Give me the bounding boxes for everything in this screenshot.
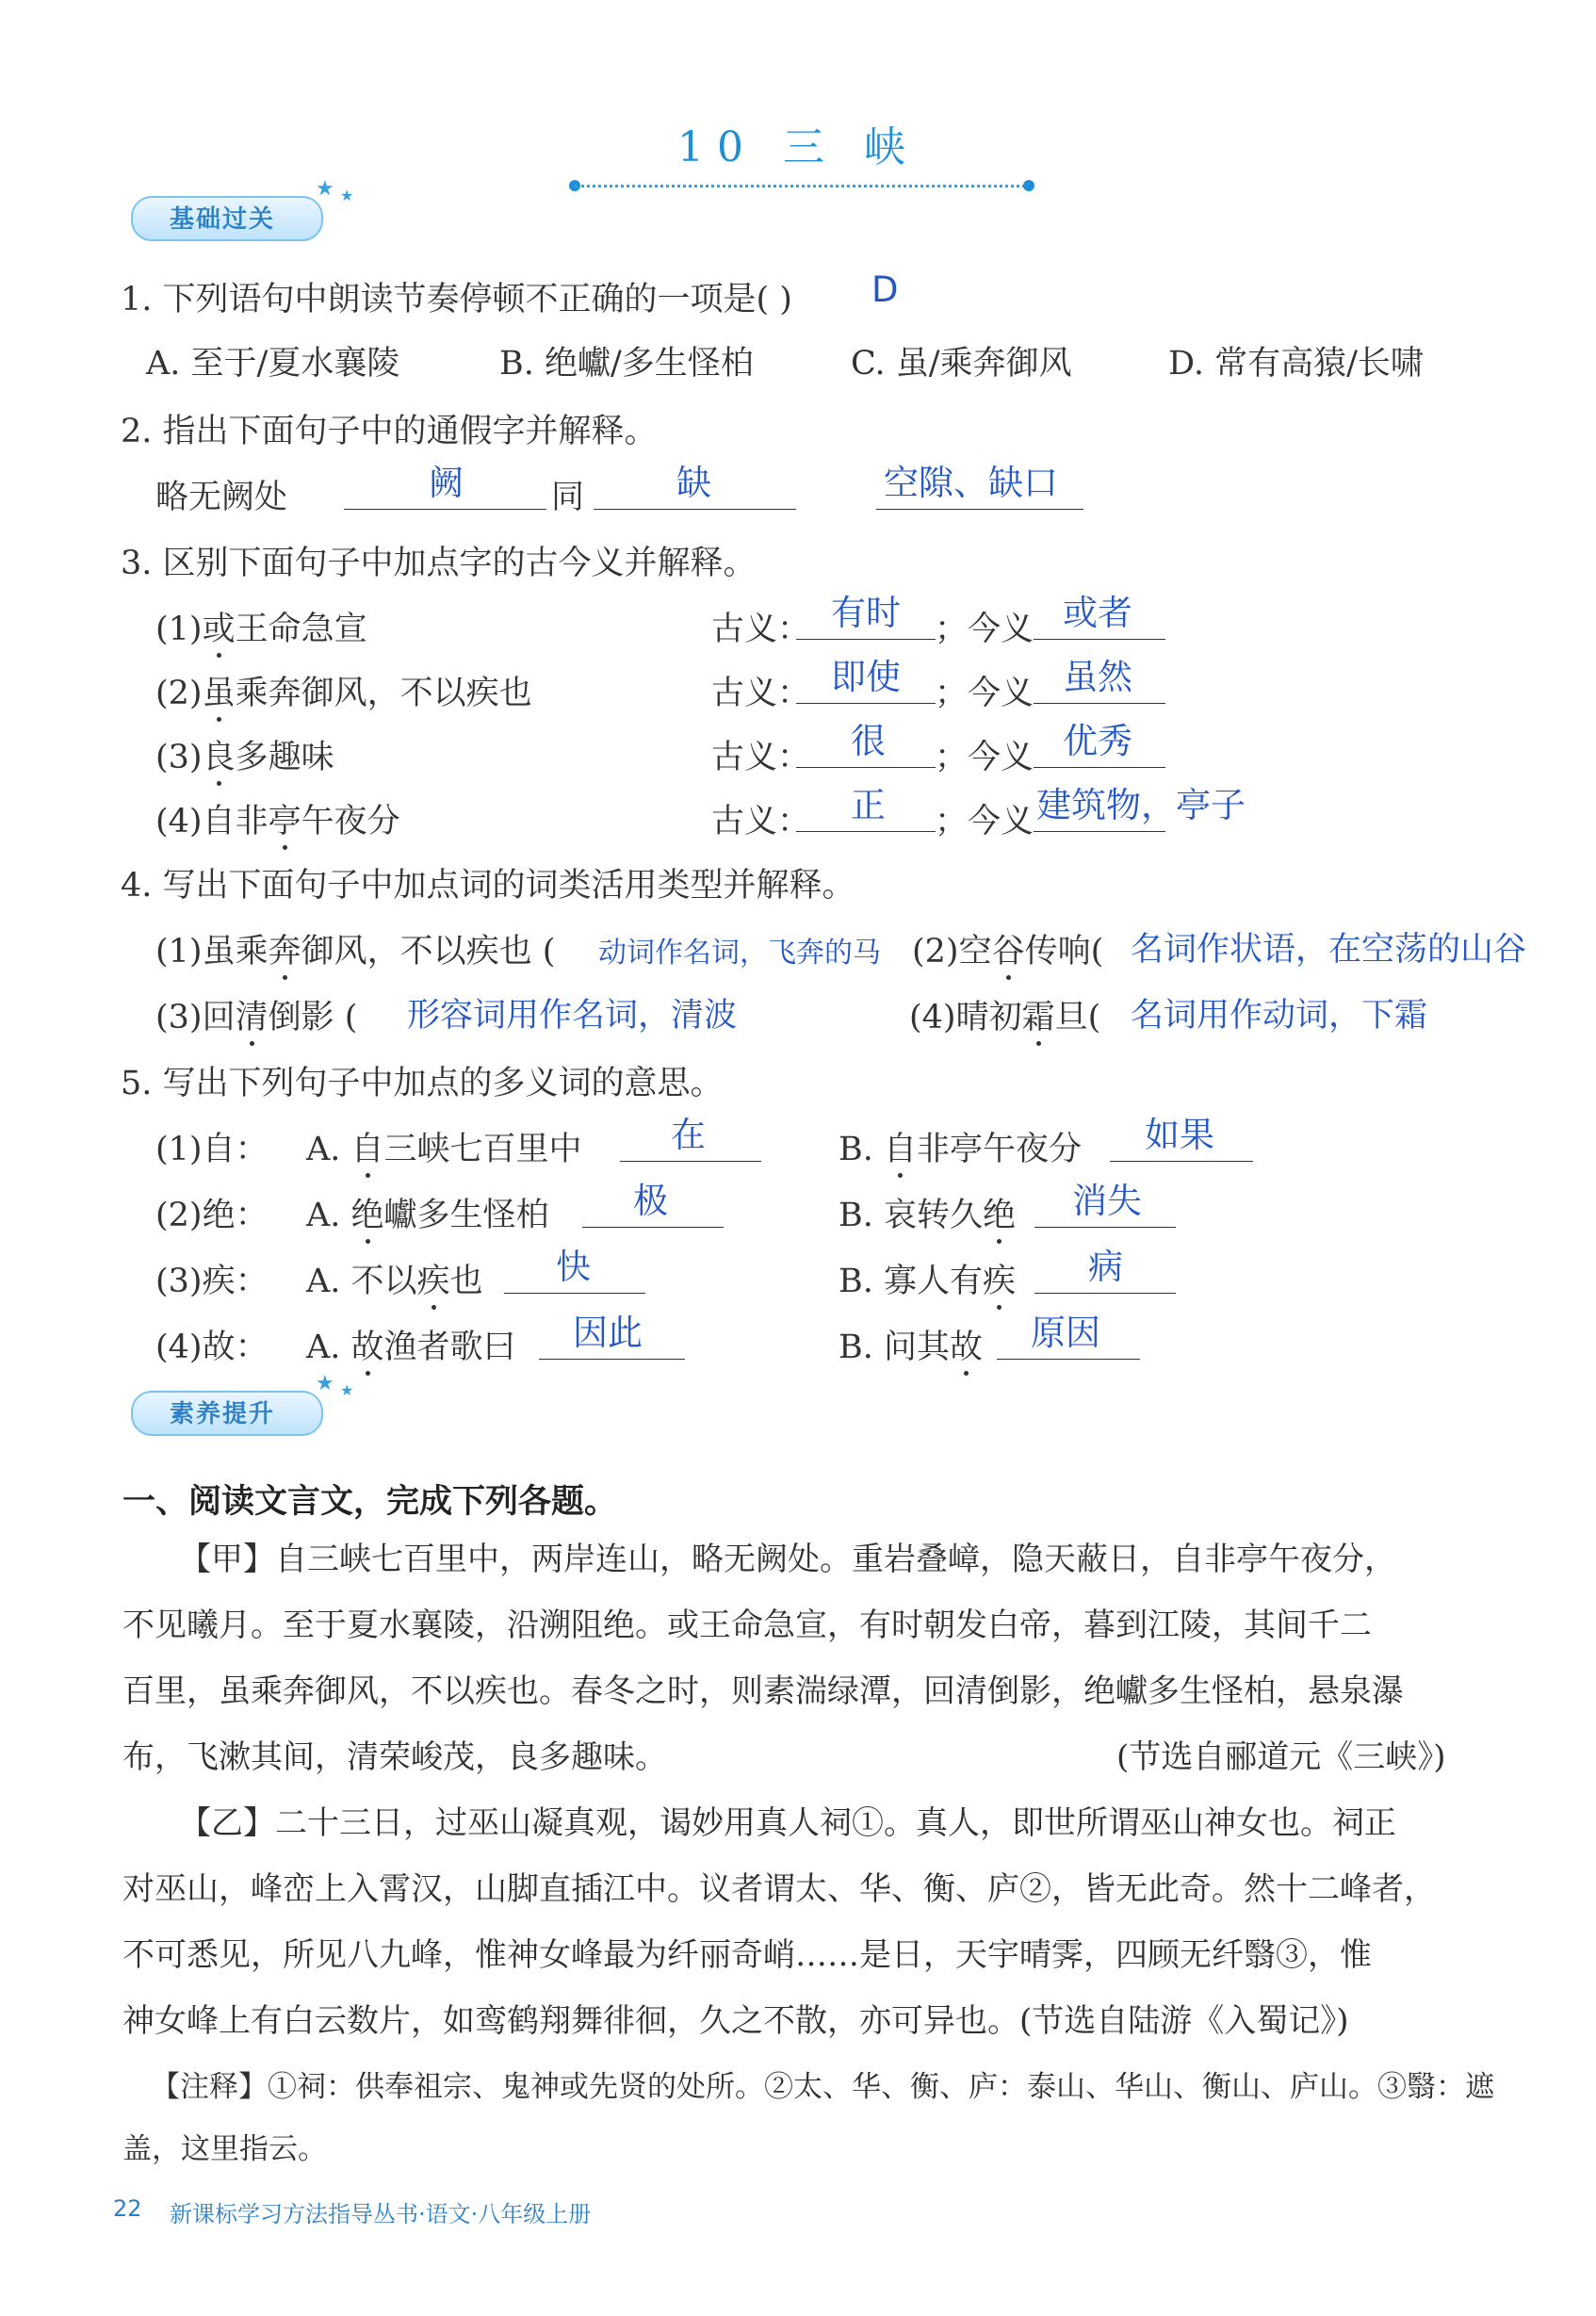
q5-option-a: A. 自三峡七百里中 xyxy=(306,1131,582,1168)
passage-yi-line: 【乙】二十三日，过巫山凝真观，谒妙用真人祠①。真人，即世所谓巫山神女也。祠正 xyxy=(179,1804,1396,1842)
q3-jin-blank xyxy=(1034,831,1165,832)
q4-answer: 名词用作动词，下霜 xyxy=(1131,997,1428,1035)
q5-answer: 病 xyxy=(1088,1247,1123,1287)
q5-blank xyxy=(539,1359,685,1360)
q2-phrase: 略无阙处 xyxy=(155,479,288,516)
q5-answer: 如果 xyxy=(1145,1115,1214,1155)
q3-jin-label: ；今义 xyxy=(935,803,1034,840)
q5-option-b: B. 自非亭午夜分 xyxy=(839,1131,1083,1168)
q5-answer: 原因 xyxy=(1031,1313,1100,1353)
q3-jin-answer: 优秀 xyxy=(1063,721,1132,761)
q3-gu-label: 古义： xyxy=(711,739,811,776)
q4-answer: 形容词用作名词，清波 xyxy=(407,997,738,1035)
q3-gu-blank xyxy=(796,703,936,704)
q3-gu-blank xyxy=(796,767,936,768)
q3-jin-answer: 虽然 xyxy=(1063,657,1132,697)
q3-jin-label: ；今义 xyxy=(935,611,1034,648)
q5-word: (2)绝： xyxy=(155,1197,269,1234)
q1-option-c: C. 虽/乘奔御风 xyxy=(851,345,1072,383)
q5-option-a: A. 绝巘多生怪柏 xyxy=(306,1197,549,1234)
q4-item: (1)虽乘奔御风，不以疾也 ( xyxy=(155,933,556,970)
passage-yi-line: 对巫山，峰峦上入霄汉，山脚直插江中。议者谓太、华、衡、庐②，皆无此奇。然十二峰者， xyxy=(122,1870,1436,1908)
q3-jin-blank xyxy=(1034,703,1165,704)
q5-answer: 因此 xyxy=(573,1313,643,1353)
page-number: 22 xyxy=(113,2195,142,2222)
q5-blank xyxy=(1034,1227,1176,1228)
page-title: 10 三 峡 xyxy=(677,123,919,171)
q5-answer: 在 xyxy=(671,1115,706,1155)
q5-answer: 消失 xyxy=(1072,1181,1142,1221)
q4-item: (2)空谷传响( xyxy=(912,933,1104,970)
passage-jia-source: (节选自郦道元《三峡》) xyxy=(1116,1738,1446,1776)
q3-gu-answer: 正 xyxy=(851,785,886,825)
section-badge-basic-label: 基础过关 xyxy=(170,205,276,234)
q2-blank-2 xyxy=(594,509,796,510)
q5-blank xyxy=(620,1161,761,1162)
q3-item: (4)自非亭午夜分 xyxy=(155,803,400,840)
q5-word: (1)自： xyxy=(155,1131,269,1168)
passage-jia-line: 【甲】自三峡七百里中，两岸连山，略无阙处。重岩叠嶂，隐天蔽日，自非亭午夜分， xyxy=(179,1541,1396,1578)
q2-answer-2: 缺 xyxy=(676,463,711,503)
q5-word: (3)疾： xyxy=(155,1263,269,1300)
q5-option-a: A. 故渔者歌曰 xyxy=(306,1329,516,1366)
q2-same: 同 xyxy=(551,479,585,516)
section-badge-basic: ★ ★ 基础过关 xyxy=(118,179,372,247)
q5-blank xyxy=(504,1293,645,1294)
reading-heading: 一、阅读文言文，完成下列各题。 xyxy=(122,1483,618,1521)
section-badge-advance-label: 素养提升 xyxy=(170,1400,276,1428)
q3-item: (3)良多趣味 xyxy=(155,739,334,776)
q1-option-d: D. 常有高猿/长啸 xyxy=(1168,345,1424,383)
q3-item: (1)或王命急宣 xyxy=(155,611,367,648)
q5-blank xyxy=(582,1227,724,1228)
passage-jia-line: 布，飞漱其间，清荣峻茂，良多趣味。 xyxy=(122,1738,667,1776)
title-dot-right xyxy=(1023,180,1034,191)
q5-option-b: B. 寡人有疾 xyxy=(839,1263,1016,1300)
q1-option-a: A. 至于/夏水襄陵 xyxy=(146,345,400,383)
q3-jin-label: ；今义 xyxy=(935,739,1034,776)
q2-answer-1: 阙 xyxy=(429,463,464,503)
q3-jin-answer: 建筑物，亭子 xyxy=(1036,785,1246,825)
q3-gu-answer: 有时 xyxy=(831,593,901,633)
q5-option-a: A. 不以疾也 xyxy=(306,1263,483,1300)
passage-yi-line: 不可悉见，所见八九峰，惟神女峰最为纤丽奇峭……是日，天宇晴霁，四顾无纤翳③，惟 xyxy=(122,1936,1372,1974)
section-badge-advance: ★ ★ 素养提升 xyxy=(118,1374,372,1442)
q5-blank xyxy=(1034,1293,1176,1294)
q1-answer: D xyxy=(871,269,899,310)
q3-jin-blank xyxy=(1034,639,1165,640)
q3-jin-answer: 或者 xyxy=(1063,593,1132,633)
q5-word: (4)故： xyxy=(155,1329,269,1366)
book-series: 新课标学习方法指导丛书·语文·八年级上册 xyxy=(170,2201,592,2227)
q3-jin-blank xyxy=(1034,767,1165,768)
q3-gu-answer: 很 xyxy=(851,721,886,761)
q3-gu-label: 古义： xyxy=(711,675,811,712)
q5-option-b: B. 哀转久绝 xyxy=(839,1197,1016,1234)
q3-item: (2)虽乘奔御风，不以疾也 xyxy=(155,675,532,712)
passage-jia-line: 百里，虽乘奔御风，不以疾也。春冬之时，则素湍绿潭，回清倒影，绝巘多生怪柏，悬泉瀑 xyxy=(122,1672,1404,1710)
q3-gu-blank xyxy=(796,639,936,640)
passage-jia-line: 不见曦月。至于夏水襄陵，沿溯阻绝。或王命急宣，有时朝发白帝，暮到江陵，其间千二 xyxy=(122,1607,1372,1644)
q3-jin-label: ；今义 xyxy=(935,675,1034,712)
q3-gu-blank xyxy=(796,831,936,832)
q4-answer: 动词作名词，飞奔的马 xyxy=(598,937,881,970)
q2-stem: 2. 指出下面句子中的通假字并解释。 xyxy=(121,413,658,450)
q4-stem: 4. 写出下面句子中加点词的词类活用类型并解释。 xyxy=(121,867,855,905)
q4-item: (3)回清倒影 ( xyxy=(155,999,358,1036)
q5-blank xyxy=(997,1359,1140,1360)
q2-blank-3 xyxy=(876,509,1083,510)
passage-yi-line: 神女峰上有白云数片，如鸾鹤翔舞徘徊，久之不散，亦可异也。(节选自陆游《入蜀记》) xyxy=(122,2002,1349,2040)
q1-stem: 1. 下列语句中朗读节奏停顿不正确的一项是( ) xyxy=(121,281,792,318)
q3-stem: 3. 区别下面句子中加点字的古今义并解释。 xyxy=(121,545,757,582)
q5-stem: 5. 写出下列句子中加点的多义词的意思。 xyxy=(121,1065,724,1102)
q1-option-b: B. 绝巘/多生怪柏 xyxy=(499,345,754,383)
q3-gu-answer: 即使 xyxy=(831,657,901,697)
q2-answer-3: 空隙、缺口 xyxy=(884,463,1058,503)
notes-line: 【注释】①祠：供奉祖宗、鬼神或先贤的处所。②太、华、衡、庐：泰山、华山、衡山、庐山。③翳：遮 xyxy=(151,2070,1494,2104)
q4-item: (4)晴初霜旦( xyxy=(909,999,1101,1036)
notes-line: 盖，这里指云。 xyxy=(122,2132,327,2166)
q5-option-b: B. 问其故 xyxy=(839,1329,983,1366)
q5-blank xyxy=(1110,1161,1253,1162)
q3-gu-label: 古义： xyxy=(711,803,811,840)
q3-gu-label: 古义： xyxy=(711,611,811,648)
q2-blank-1 xyxy=(344,509,546,510)
q5-answer: 极 xyxy=(633,1181,668,1221)
title-divider xyxy=(575,185,1025,188)
q4-answer: 名词作状语，在空荡的山谷 xyxy=(1131,931,1527,969)
q5-answer: 快 xyxy=(556,1247,591,1287)
